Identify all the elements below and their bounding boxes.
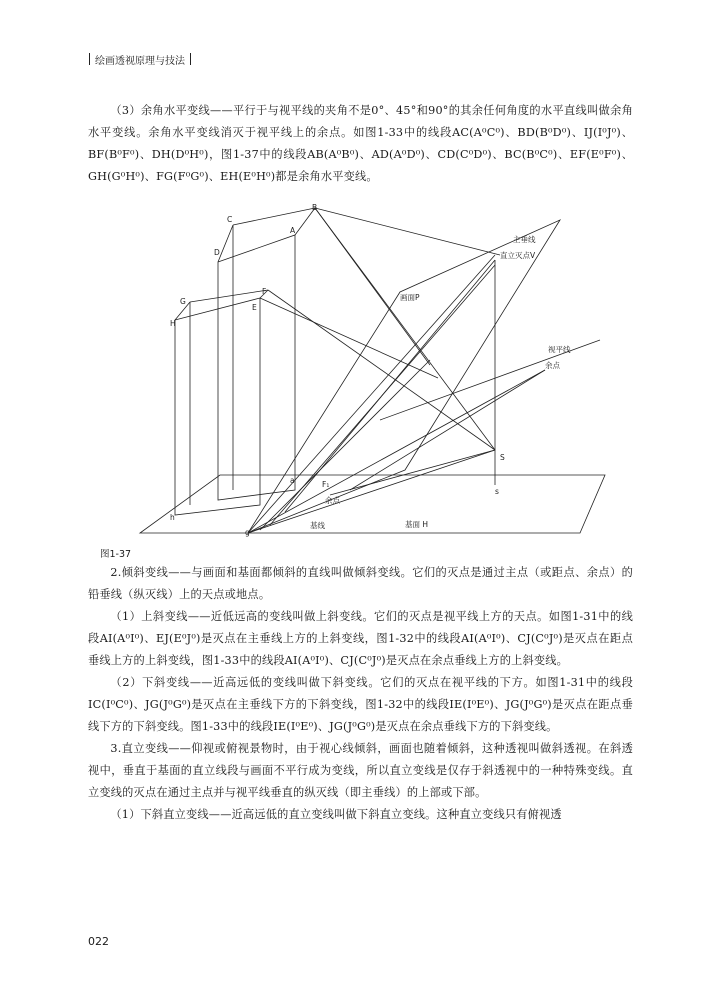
tall-box-side-2 bbox=[233, 208, 315, 225]
paragraph: （1）上斜变线——近低远高的变线叫做上斜变线。它们的灭点是视平线上方的天点。如图1-31中的线段AI(A⁰I⁰)、EJ(E⁰J⁰)是灭点在主垂线上方的上斜变线，图1-32中的线段AI(A⁰I⁰)、CJ(C⁰J⁰)是灭点在距点垂线上方的上斜变线，图1-33中的线段AI(A⁰I⁰)、CJ(C⁰J⁰)是灭点在余点垂线上方的上斜变线。 bbox=[88, 610, 633, 667]
label-corner-h: H bbox=[170, 319, 176, 328]
paragraph: （2）下斜变线——近高远低的变线叫做下斜变线。它们的灭点在视平线的下方。如图1-31中的线段IC(I⁰C⁰)、JG(J⁰G⁰)是灭点在主垂线下方的下斜变线，图1-32中的线段IE(I⁰E⁰)、JG(J⁰G⁰)是灭点在距点垂线下方的下斜变线。图1-33中的线段IE(I⁰E⁰)、JG(J⁰G⁰)是灭点在余点垂线下方的下斜变线。 bbox=[88, 676, 633, 733]
label-corner-f: F bbox=[262, 287, 267, 296]
short-box bbox=[175, 298, 260, 515]
ray-7 bbox=[248, 370, 545, 533]
text-block-top bbox=[88, 100, 633, 188]
figure-caption: 图1-37 bbox=[100, 549, 132, 560]
ray-11 bbox=[330, 450, 495, 495]
label-horizon: 视平线 bbox=[548, 345, 571, 354]
paragraph: （1）下斜直立变线——近高远低的直立变线叫做下斜直立变线。这种直立变线只有俯视透 bbox=[110, 808, 562, 821]
label-main-pt: s bbox=[495, 487, 499, 496]
ray-13 bbox=[285, 260, 495, 512]
header-rule-right bbox=[190, 53, 191, 65]
ray-12 bbox=[350, 370, 545, 490]
text-block-bottom bbox=[88, 562, 633, 826]
figure-1-37 bbox=[100, 200, 620, 550]
label-corner-d: D bbox=[214, 248, 220, 257]
paragraph: （3）余角水平变线——平行于与视平线的夹角不是0°、45°和90°的其余任何角度的水平直线叫做余角水平变线。余角水平变线消灭于视平线上的余点。如图1-33中的线段AC(A⁰C⁰)、BD(B⁰D⁰)、IJ(I⁰J⁰)、BF(B⁰F⁰)、DH(D⁰H⁰)，图1-37中的线段AB(A⁰B⁰)、AD(A⁰D⁰)、CD(C⁰D⁰)、BC(B⁰C⁰)、EF(E⁰F⁰)、GH(G⁰H⁰)、FG(F⁰G⁰)、EH(E⁰H⁰)都是余角水平变线。 bbox=[88, 104, 633, 183]
label-remainder-2: 余点 bbox=[325, 496, 340, 505]
label-picture-plane: 画面P bbox=[400, 293, 420, 302]
short-box-top-2 bbox=[190, 290, 268, 302]
paragraph: 3.直立变线——仰视或俯视景物时，由于视心线倾斜，画面也随着倾斜，这种透视叫做斜透视。在斜透视中，垂直于基面的直立线段与画面不平行成为变线，所以直立变线是仅存于斜透视中的一种特殊变线。直立变线的灭点在通过主点并与视平线垂直的纵灭线（即主垂线）的上部或下部。 bbox=[88, 742, 633, 799]
page-number: 022 bbox=[88, 935, 109, 948]
label-foot-h: h bbox=[170, 513, 175, 522]
tall-box-front bbox=[218, 235, 295, 500]
label-main-line: 主垂线 bbox=[513, 235, 536, 244]
running-header bbox=[84, 50, 196, 68]
label-foot-a: a bbox=[290, 476, 295, 485]
tall-box-side-3 bbox=[295, 208, 315, 235]
tall-box-side-1 bbox=[218, 225, 233, 262]
label-remainder: 余点 bbox=[545, 361, 560, 370]
label-corner-e: E bbox=[252, 303, 257, 312]
label-base-line: 基线 bbox=[310, 521, 325, 530]
header-title: 绘画透视原理与技法 bbox=[95, 55, 185, 67]
ray-8 bbox=[260, 360, 430, 530]
ray-2 bbox=[315, 208, 500, 255]
ray-3 bbox=[268, 290, 495, 450]
header-rule-left bbox=[89, 53, 90, 65]
label-f1: F₁ bbox=[322, 480, 330, 489]
label-foot-g: g bbox=[245, 528, 250, 537]
label-vertical-vp: 直立灭点V bbox=[500, 251, 536, 260]
label-corner-g: G bbox=[180, 297, 186, 306]
label-corner-a: A bbox=[290, 226, 296, 235]
label-corner-c: C bbox=[227, 215, 233, 224]
label-station: S bbox=[500, 453, 505, 462]
paragraph: 2.倾斜变线——与画面和基面都倾斜的直线叫做倾斜变线。它们的灭点是通过主点（或距点、余点）的铅垂线（纵灭线）上的天点或地点。 bbox=[88, 566, 633, 601]
label-ground-plane: 基面 H bbox=[405, 520, 429, 529]
label-corner-b: B bbox=[312, 203, 318, 212]
